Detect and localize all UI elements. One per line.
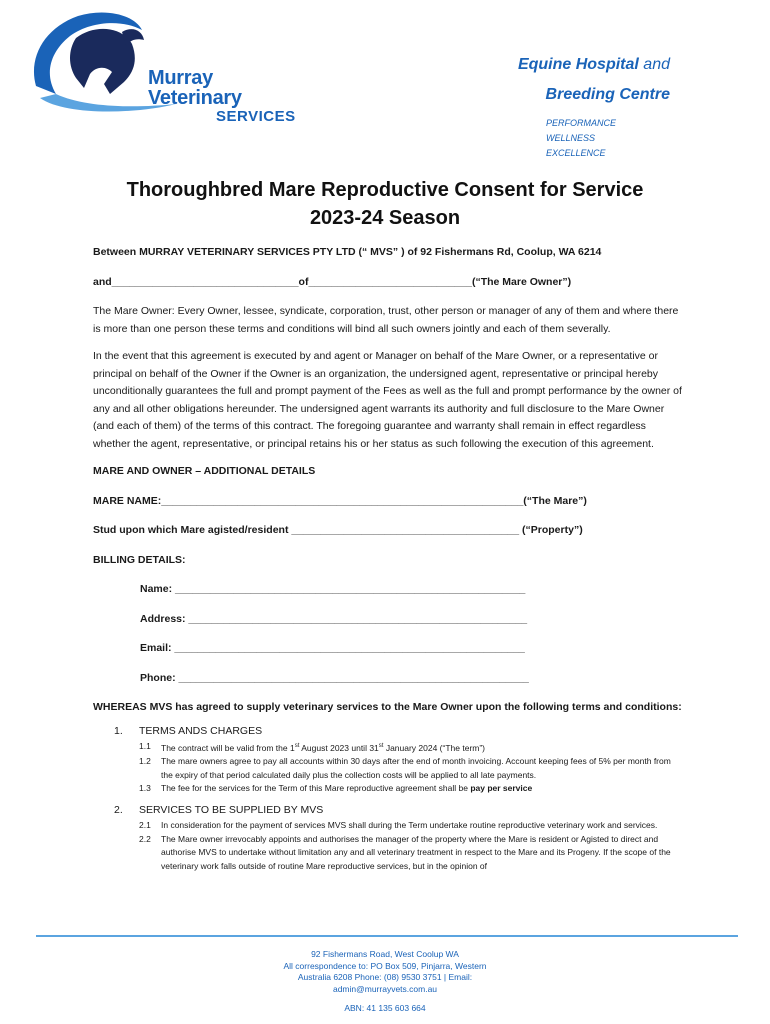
section-heading [93, 802, 683, 820]
additional-details-heading: MARE AND OWNER – ADDITIONAL DETAILS [93, 465, 316, 477]
mare-owner-paragraph: The Mare Owner: Every Owner, lessee, syndicate, corporation, trust, other person or manager of any of them and where there is more than one person these terms and conditions will bind all such owners jointly and each of them severally. [93, 305, 679, 335]
mare-name-field[interactable]: MARE NAME:______________________________________________________________(“The Mare”) [93, 494, 587, 507]
value-item: WELLNESS [546, 133, 596, 143]
tagline-main: Equine Hospital [517, 56, 639, 73]
clause-item [139, 833, 683, 874]
section-title: TERMS ANDS CHARGES [139, 724, 263, 737]
clause-number: 1.3 [139, 783, 151, 794]
footer-correspondence: All correspondence to: PO Box 509, Pinjarra, Western [283, 960, 487, 971]
billing-phone-field[interactable]: Phone: ____________________________________________________________ [140, 671, 529, 684]
whereas-clause: WHEREAS MVS has agreed to supply veterinary services to the Mare Owner upon the following terms and conditions: [93, 701, 682, 713]
clause-text: The fee for the services for the Term of this Mare reproductive agreement shall be pay per service [161, 783, 533, 794]
between-clause: Between MURRAY VETERINARY SERVICES PTY LTD (“ MVS” ) of 92 Fishermans Rd, Coolup, WA 6214 [93, 246, 602, 258]
stud-field[interactable]: Stud upon which Mare agisted/resident _______________________________________ (“Property”) [93, 524, 583, 536]
hospital-tagline [518, 56, 670, 116]
logo-services: SERVICES [216, 108, 296, 125]
clause-item [139, 740, 683, 755]
clause-number: 2.2 [139, 833, 151, 844]
clause-item [139, 819, 683, 833]
title-line1: Thoroughbred Mare Reproductive Consent for Service [126, 179, 644, 201]
company-logo [26, 8, 296, 125]
clause-text: The contract will be valid from the 1st August 2023 until 31st January 2024 (“The term”) [161, 742, 486, 753]
logo-name: Murray Veterinary [148, 67, 242, 109]
clause-number: 1.2 [139, 756, 151, 767]
billing-heading: BILLING DETAILS: [93, 553, 186, 566]
and-clause: and________________________________of____________________________(“The Mare Owner”) [93, 275, 572, 288]
fee-terms: pay per service [470, 783, 533, 794]
billing-name-field[interactable]: Name: ____________________________________________________________ [140, 583, 526, 595]
value-item: PERFORMANCE [546, 118, 617, 128]
clause-item [139, 755, 683, 782]
footer-abn: ABN: 41 135 603 664 [344, 1003, 426, 1013]
footer-correspondence-2: Australia 6208 Phone: (08) 9530 3751 | Email: [297, 972, 473, 982]
value-item: EXCELLENCE [546, 148, 606, 158]
section-number: 1. [114, 724, 123, 737]
page-footer [0, 949, 770, 1015]
clause-number: 2.1 [139, 820, 151, 831]
footer-email-link[interactable]: admin@murrayvets.com.au [332, 983, 438, 994]
footer-divider [36, 935, 738, 937]
values-list [546, 116, 616, 161]
document-title [0, 176, 770, 232]
document-body [93, 244, 683, 873]
clause-text: The mare owners agree to pay all accounts within 30 days after the end of month invoicing. Account keeping fees of 5% per month from the expiry of that period calculated daily plus the collection costs will be applied to all late payments. [161, 756, 671, 780]
clause-text: In consideration for the payment of services MVS shall during the Term undertake routine reproductive veterinary work and services. [161, 820, 658, 831]
tagline-and: and [643, 56, 670, 73]
tagline-breeding: Breeding Centre [545, 86, 670, 103]
clause-number: 1.1 [139, 741, 151, 751]
agent-paragraph: In the event that this agreement is executed by and agent or Manager on behalf of the Mare Owner, or a representative or principal on behalf of the Owner if the Owner is an organization, the undersigned agent, representative or principal hereby unconditionally guarantees the full and prompt payment of the Fees as well as the full and prompt performance by the owner of any and all other obligations hereunder. The undersigned agent warrants its authority and full disclosure to the Mare Owner (and each of them) of the terms of this contract. The foregoing guarantee and warranty shall remain in effect regardless whether the agent, representative, or principal retains his or her status as such following the execution of this agreement. [93, 350, 682, 450]
clause-text: The Mare owner irrevocably appoints and authorises the manager of the property where the Mare is resident or Agisted to direct and authorise MVS to undertake without limitation any and all veterinary treatment in respect to the Mare and its Progeny. If the scope of the veterinary work falls outside of routine Mare reproductive services, but in the opinion of [161, 833, 671, 871]
section-heading [93, 723, 683, 741]
section-title: SERVICES TO BE SUPPLIED BY MVS [139, 803, 324, 816]
billing-email-field[interactable]: Email: ____________________________________________________________ [140, 642, 525, 654]
clause-item [139, 782, 683, 796]
billing-address-field[interactable]: Address: __________________________________________________________ [140, 612, 528, 625]
footer-address: 92 Fishermans Road, West Coolup WA [311, 949, 459, 959]
title-line2: 2023-24 Season [309, 207, 461, 229]
section-number: 2. [114, 803, 123, 816]
